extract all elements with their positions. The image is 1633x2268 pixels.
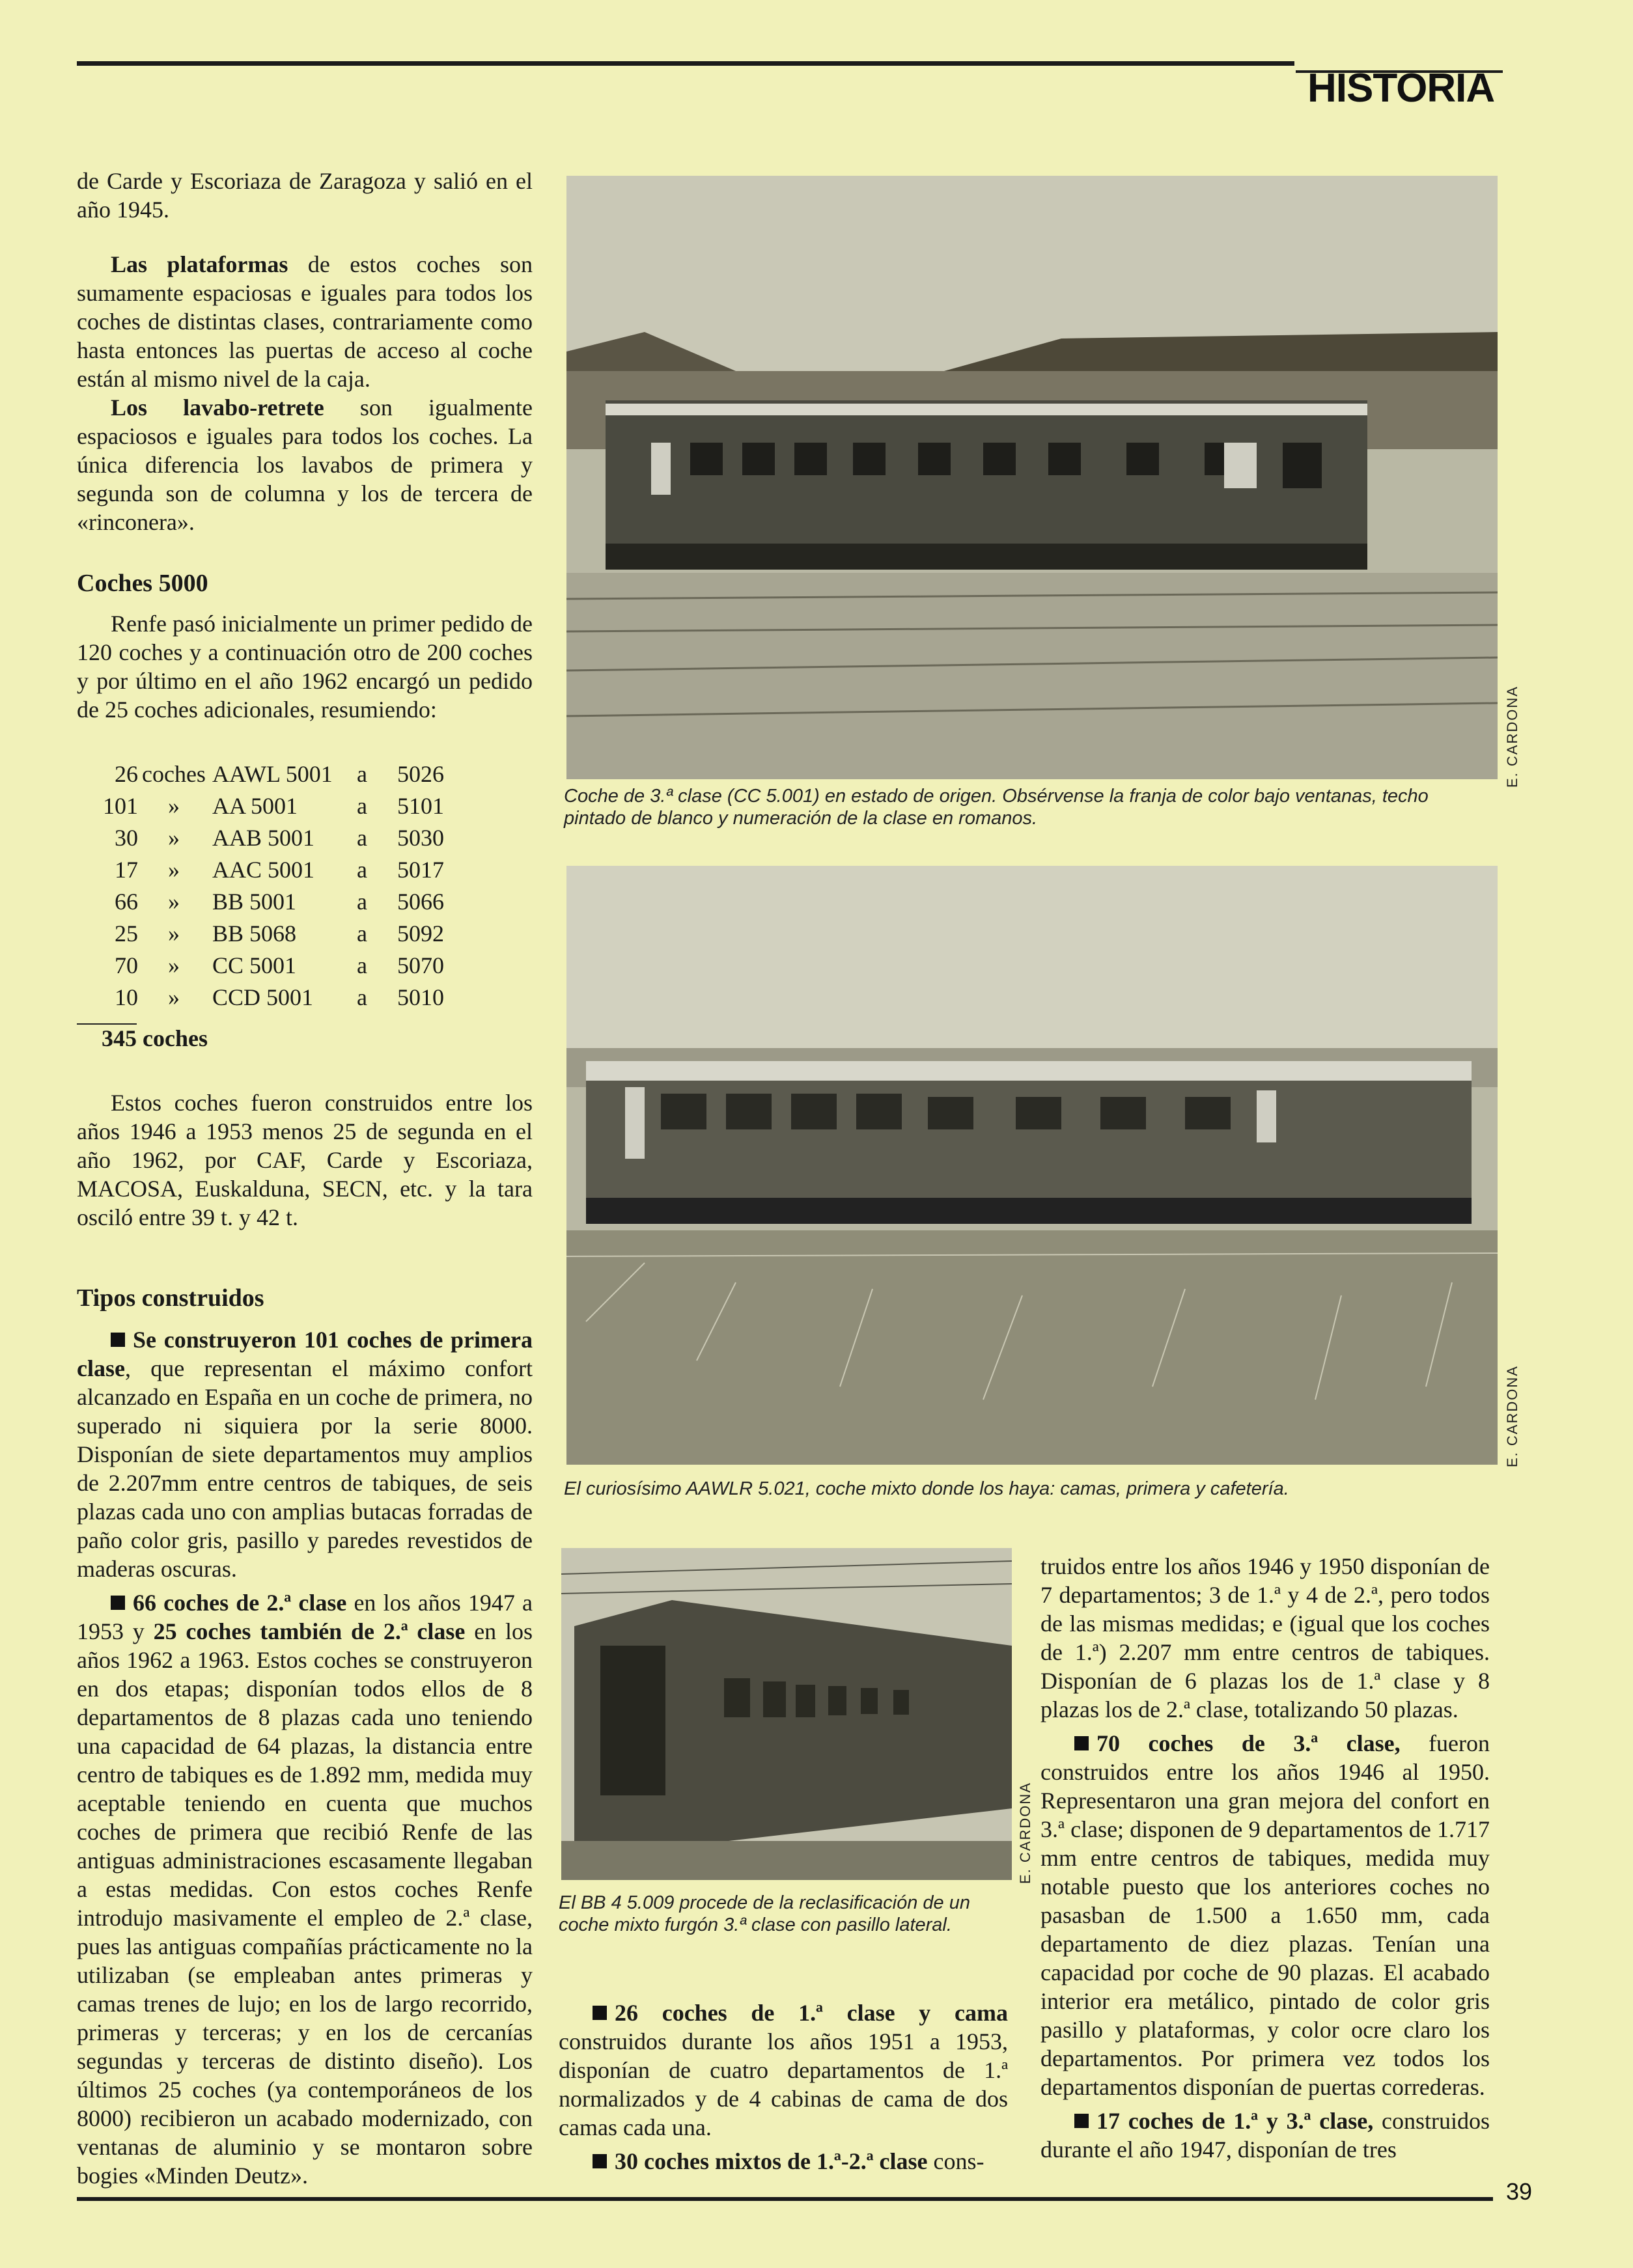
- order-sep: a: [356, 793, 367, 819]
- bullet-square-icon: [111, 1596, 125, 1610]
- primera-text: , que representan el máximo confort alcanzado en España en un coche de primera, no superado ni siquiera por la serie 8000. Disponían de siete departamentos muy amplios de 2.207mm entre centros de tabiques, de seis plazas cada uno con amplias butacas forradas de paño color gris, pasillo y paredes revestidos de maderas oscuras.: [77, 1355, 533, 1582]
- order-end: 5101: [397, 793, 444, 819]
- order-end: 5010: [397, 984, 444, 1010]
- order-row: [77, 920, 449, 952]
- order-sep: a: [356, 984, 367, 1010]
- segunda-text: en los años 1962 a 1963. Estos coches se construyeron en dos etapas; disponían todos ellos de 8 departamentos de 8 plazas cada uno teniendo una capacidad de 64 plazas, la distancia entre centro de tabiques es de 1.892 mm, medida muy aceptable teniendo en cuenta que muchos coches de primera que recibió Renfe de las antiguas administraciones escasamente llegaban a estas medidas. Con estos coches Renfe introdujo masivamente el empleo de 2.ª clase, pues las antiguas compañías prácticamente no la utilizaban (se empleaban antes primeras y camas trenes de lujo; en los de largo recorrido, primeras y terceras; y en los de cercanías segundas y terceras de distinto diseño). Los últimos 25 coches (ya contemporáneos de los 8000) recibieron un acabado modernizado, con ventanas de aluminio y se montaron sobre bogies «Minden Deutz».: [77, 1618, 533, 2189]
- bullet-square-icon: [593, 2006, 607, 2020]
- order-count: 101: [103, 793, 138, 819]
- order-count: 66: [115, 889, 138, 915]
- cama-text: construidos durante los años 1951 a 1953, disponían de cuatro departamentos de 1.ª normalizados y de 4 cabinas de cama de dos camas cada una.: [559, 2028, 1008, 2140]
- order-count: 25: [115, 920, 138, 947]
- order-table: [77, 760, 449, 1016]
- order-unit: »: [167, 952, 180, 978]
- tercera-text: fueron construidos entre los años 1946 al 1950. Representaron una gran mejora del confort en 3.ª clase; disponen de 9 departamentos de 1.717 mm entre centros de tabiques, medida muy notable puesto que los anteriores coches no pasasban de 1.500 a 1.650 mm, cada departamento de diez plazas. Tenían una capacidad por coche de 90 plazas. El acabado interior era metálico, pintado de color gris pasillo y plataformas, y color ocre claro los departamentos. Por primera vez todos los departamentos disponían de puertas correderas.: [1040, 1730, 1490, 2100]
- order-series: BB 5068: [212, 920, 296, 947]
- platforms-paragraph: [77, 250, 533, 393]
- photo3-credit: E. CARDONA: [1017, 1782, 1033, 1884]
- photo2-caption: El curiosísimo AAWLR 5.021, coche mixto donde los haya: camas, primera y cafetería.: [564, 1478, 1289, 1499]
- header-rule: [77, 61, 1294, 66]
- order-row: [77, 856, 449, 888]
- order-count: 30: [115, 825, 138, 851]
- order-row: [77, 952, 449, 984]
- cama-paragraph: [559, 1998, 1008, 2142]
- order-end: 5030: [397, 825, 444, 851]
- order-row: [77, 792, 449, 824]
- mixto13-paragraph: [1040, 2107, 1490, 2164]
- photo-coach-cc5001: [566, 176, 1498, 779]
- footer-rule: [77, 2197, 1493, 2201]
- lavabo-bold: Los lavabo-retrete: [111, 394, 324, 421]
- order-unit: »: [167, 984, 180, 1010]
- order-end: 5066: [397, 889, 444, 915]
- order-series: AA 5001: [212, 793, 298, 819]
- bullet-square-icon: [1074, 1736, 1089, 1750]
- order-count: 70: [115, 952, 138, 978]
- order-unit: coches: [142, 761, 206, 787]
- mixtos-continued: truidos entre los años 1946 y 1950 disponían de 7 departamentos; 3 de 1.ª y 4 de 2.ª, pero todos de las mismas medidas; e (igual que los coches de 1.ª) 2.207 mm entre centros de tabiques. Disponían de 6 plazas los de 1.ª clase y 8 plazas los de 2.ª clase, totalizando 50 plazas.: [1040, 1553, 1490, 1722]
- order-end: 5017: [397, 857, 444, 883]
- order-end: 5070: [397, 952, 444, 978]
- photo-coach-bb4-5009: [561, 1548, 1012, 1880]
- tercera-paragraph: [1040, 1729, 1490, 2101]
- order-sep: a: [356, 761, 367, 787]
- segunda-bold-2: 25 coches también de 2.ª clase: [153, 1618, 466, 1644]
- platforms-text: de estos coches son sumamente espaciosas e iguales para todos los coches de distintas clases, contrariamente como hasta entonces las puertas de acceso al coche están al mismo nivel de la caja.: [77, 251, 533, 392]
- order-series: BB 5001: [212, 889, 296, 915]
- mixtos-bold: 30 coches mixtos de 1.ª-2.ª clase: [615, 2148, 928, 2174]
- order-unit: »: [167, 920, 180, 947]
- order-series: AAC 5001: [212, 857, 314, 883]
- order-series: CC 5001: [212, 952, 296, 978]
- photo2-credit: E. CARDONA: [1504, 1365, 1520, 1467]
- order-sep: a: [356, 952, 367, 978]
- left-column: [77, 167, 533, 724]
- built-paragraph: Estos coches fueron construidos entre los años 1946 a 1953 menos 25 de segunda en el año 1962, por CAF, Carde y Escoriaza, MACOSA, Euskalduna, SECN, etc. y la tara osciló entre 39 t. y 42 t.: [77, 1090, 533, 1230]
- order-count: 17: [115, 857, 138, 883]
- coches-heading: Coches 5000: [77, 570, 208, 597]
- intro-paragraph: de Carde y Escoriaza de Zaragoza y salió en el año 1945.: [77, 168, 533, 223]
- photo-coach-aawlr5021-image: [566, 866, 1498, 1465]
- order-row: [77, 984, 449, 1016]
- mixtos-paragraph: [559, 2147, 1008, 2176]
- middle-column: [559, 1998, 1008, 2176]
- order-sep: a: [356, 920, 367, 947]
- segunda-bold-1: 66 coches de 2.ª clase: [133, 1590, 347, 1616]
- tercera-bold: 70 coches de 3.ª clase,: [1096, 1730, 1401, 1756]
- order-unit: »: [167, 825, 180, 851]
- order-series: AAWL 5001: [212, 761, 333, 787]
- lavabo-text: son igualmente espaciosos e iguales para todos los coches. La única diferencia los lavabos de primera y segunda son de columna y los de tercera de «rinconera».: [77, 394, 533, 535]
- bullet-square-icon: [111, 1333, 125, 1347]
- order-row: [77, 888, 449, 920]
- photo-coach-cc5001-image: [566, 176, 1498, 779]
- order-row: [77, 824, 449, 856]
- primera-bold: Se construyeron 101 coches de primera clase: [77, 1327, 533, 1381]
- platforms-bold: Las plataformas: [111, 251, 288, 277]
- segunda-paragraph: [77, 1588, 533, 2190]
- photo1-caption: Coche de 3.ª clase (CC 5.001) en estado de origen. Obsérvense la franja de color bajo ventanas, techo pintado de blanco y numeración de la clase en romanos.: [564, 786, 1429, 829]
- left-column-lower: [77, 1088, 533, 2190]
- photo3-caption: El BB 4 5.009 procede de la reclasificación de un coche mixto furgón 3.ª clase con pasillo lateral.: [559, 1892, 970, 1935]
- cama-bold: 26 coches de 1.ª clase y cama: [615, 2000, 1008, 2026]
- order-sep: a: [356, 889, 367, 915]
- order-sep: a: [356, 857, 367, 883]
- photo-coach-bb4-5009-image: [561, 1548, 1012, 1880]
- section-title: HISTORIA: [1307, 66, 1495, 111]
- order-series: CCD 5001: [212, 984, 313, 1010]
- order-row: [77, 760, 449, 792]
- page-number: 39: [1506, 2178, 1533, 2205]
- order-sep: a: [356, 825, 367, 851]
- photo1-credit: E. CARDONA: [1504, 685, 1520, 788]
- order-table-body: [77, 760, 449, 1016]
- primera-paragraph: [77, 1325, 533, 1583]
- right-column: [1040, 1552, 1490, 2164]
- mixto13-text: construidos durante el año 1947, disponían de tres: [1040, 2108, 1490, 2163]
- order-count: 10: [115, 984, 138, 1010]
- segunda-mid: en los años 1947 a 1953 y: [77, 1590, 533, 1644]
- coches-paragraph: Renfe pasó inicialmente un primer pedido de 120 coches y a continuación otro de 200 coches y por último en el año 1962 encargó un pedido de 25 coches adicionales, resumiendo:: [77, 611, 533, 723]
- order-unit: »: [167, 793, 180, 819]
- order-series: AAB 5001: [212, 825, 314, 851]
- bullet-square-icon: [1074, 2114, 1089, 2128]
- order-end: 5026: [397, 761, 444, 787]
- bullet-square-icon: [593, 2154, 607, 2168]
- lavabo-paragraph: [77, 393, 533, 536]
- order-end: 5092: [397, 920, 444, 947]
- order-total: 345 coches: [102, 1025, 208, 1051]
- order-count: 26: [115, 761, 138, 787]
- order-unit: »: [167, 857, 180, 883]
- mixtos-text: cons-: [927, 2148, 984, 2174]
- tipos-heading: Tipos construidos: [77, 1284, 264, 1312]
- mixto13-bold: 17 coches de 1.ª y 3.ª clase,: [1096, 2108, 1374, 2134]
- photo-coach-aawlr5021: [566, 866, 1498, 1465]
- order-unit: »: [167, 889, 180, 915]
